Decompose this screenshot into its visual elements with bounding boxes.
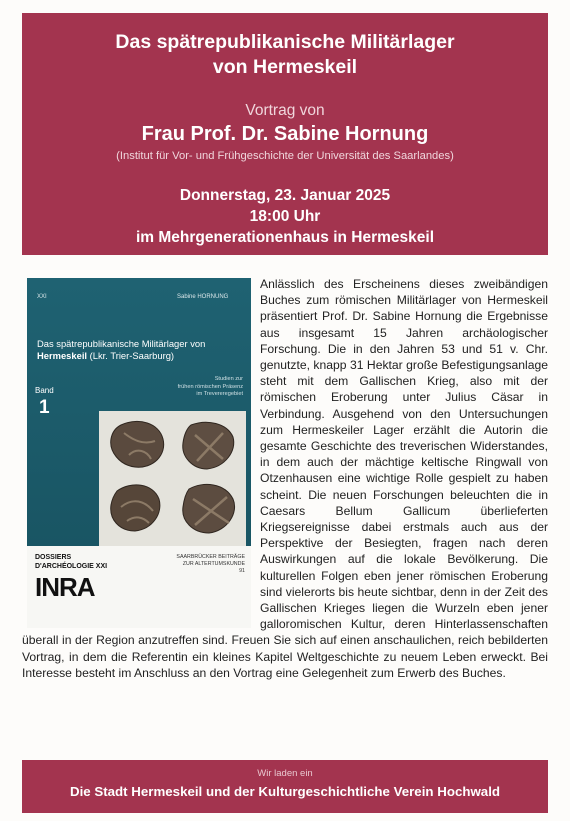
footer-banner [22,760,548,813]
cover-subtitle-2: frühen römischen Präsenz [177,383,243,390]
cover-dossiers-1: DOSSIERS [35,554,72,561]
cover-dossiers-2: D'ARCHÉOLOGIE XXI [35,562,108,570]
speaker-institute: (Institut für Vor- und Frühgeschichte der Universität des Saarlandes) [116,150,454,162]
header-banner [22,13,548,255]
cover-subtitle-3: im Trevereregebiet [196,391,243,397]
event-date: Donnerstag, 23. Januar 2025 [179,187,391,204]
cover-subtitle-1: Studien zur [214,376,243,382]
cover-series-2: ZUR ALTERTUMSKUNDE [182,561,245,567]
cover-title-bold: Hermeskeil [37,350,88,361]
cover-band-label: Band [35,386,54,395]
cover-title-line-1: Das spätrepublikanische Militärlager von [37,338,206,349]
footer-hosts: Die Stadt Hermeskeil und der Kulturgeschichtliche Verein Hochwald [69,784,501,799]
title-line-1: Das spätrepublikanische Militärlager [115,31,455,53]
cover-series-roman: XXI [37,294,47,300]
lecture-by: Vortrag von [245,102,325,119]
cover-title-rest: (Lkr. Trier-Saarburg) [87,350,175,361]
cover-series-1: SAARBRÜCKER BEITRÄGE [176,554,245,560]
event-time: 18:00 Uhr [249,208,321,225]
body-paragraph-container [22,276,548,681]
cover-author: Sabine HORNUNG [177,294,229,300]
cover-spacer [22,276,260,632]
footer-invite: Wir laden ein [257,768,313,779]
cover-series-number: 91 [239,568,245,574]
cover-band-number: 1 [39,397,50,418]
title-line-2: von Hermeskeil [212,56,358,78]
event-details [22,185,548,248]
publisher-logo: INRA [35,572,95,602]
event-title [22,30,548,80]
body-paragraph: Anlässlich des Erscheinens dieses zweibändigen Buches zum römischen Militärlager von Hermeskeil präsentiert Prof. Dr. Sabine Hornung die Ergebnisse aus insgesamt 15 Jahren archäologischer Forschung. Die in den Jahren 53 und 51 v. Chr. genutzte, knapp 31 Hektar große Befestigungsanlage steht mit dem Gallischen Krieg, also mit der römischen Eroberung unter Julius Cäsar in Verbindung. Ausgehend von den Untersuchungen zum Hermeskeiler Lager erzählt die Autorin die gesamte Geschichte des treverischen Widerstandes, in dem auch der mächtige keltische Ringwall von Otzenhausen eine wichtige Rolle gespielt zu haben scheint. Die neuen Forschungen beleuchten die in Caesars Bellum Gallicum überlieferten Kriegsereignisse dabei erstmals auch aus der Perspektive der Besiegten, fragen nach deren Auswirkungen auf die lokale Bevölkerung. Die kulturellen Folgen eben jener römischen Eroberung sind vielerorts bis heute sichtbar, denn in der Zeit des Gallischen Krieges liegen die Wurzeln eben jener galloromischen Kultur, deren Hinterlassenschaften überall in der Region anzutreffen sind. Freuen Sie sich auf einen anschaulichen, reich bebilderten Vortrag, in dem die Referentin ein kleines Kapitel Weltgeschichte zu neuem Leben erweckt. Bei Interesse besteht im Anschluss an den Vortrag eine Gelegenheit zum Erwerb des Buches. [22,277,548,680]
event-venue: im Mehrgenerationenhaus in Hermeskeil [135,229,435,246]
speaker-name: Frau Prof. Dr. Sabine Hornung [141,123,429,145]
